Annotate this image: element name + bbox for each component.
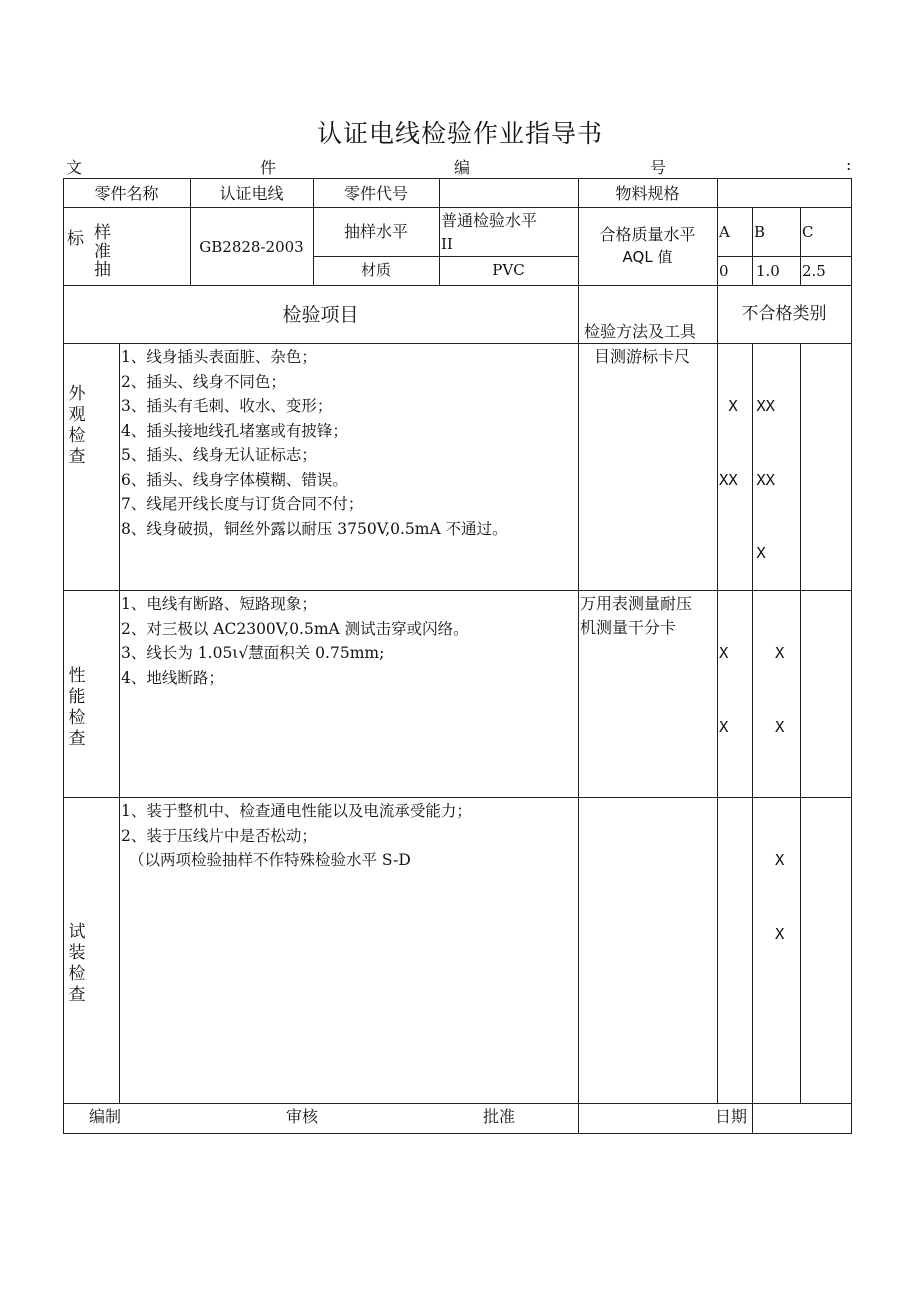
material-spec-label: 物料规格 [615,184,680,203]
defect-mark-row: X [719,851,785,869]
doc-number-char-2: 件 [260,158,277,177]
list-item: 1、线身插头表面脏、杂色； [121,348,317,366]
list-item: 2、插头、线身不同色； [121,372,286,391]
list-item: 7、线尾开线长度与订货合同不付； [121,495,364,513]
defect-mark-row: XX XX [719,470,775,489]
sampling-standard: GB2828-2003 [199,238,304,256]
list-item: 4、插头接地线孔堵塞或有披锋； [121,421,348,440]
material-label: 材质 [360,261,391,279]
doc-number-char-4: 号 [650,158,667,177]
list-item: （以两项检验抽样不作特殊检验水平 S-D [129,851,411,869]
defect-mark-row: X X [719,644,785,662]
appearance-section-label: 外观检查 [68,384,86,467]
aql-value-b: 1.0 [756,262,780,280]
defect-mark-row: X [719,924,785,943]
category-b-header: B [754,223,766,241]
standard-label-char-3: 准 [94,242,111,262]
doc-number-row [64,155,854,177]
category-a-header: A [719,223,730,241]
defect-mark-row: X [719,544,766,562]
assembly-item-list [121,799,472,873]
list-item: 1、装于整机中、检查通电性能以及电流承受能力； [121,802,472,820]
prepared-by-label: 编制 [89,1107,122,1126]
appearance-item-list [121,345,508,541]
method-header: 检验方法及工具 [584,322,697,341]
list-item: 3、插头有毛刺、收水、变形； [121,397,333,415]
list-item: 4、地线断路； [121,668,224,687]
assembly-defect-marks [719,799,784,971]
approved-by-label: 批准 [483,1107,516,1126]
appearance-defect-marks [719,345,775,590]
list-item: 2、装于压线片中是否松动； [121,826,317,845]
document-title: 认证电线检验作业指导书 [316,119,603,148]
doc-number-char-1: 文 [66,158,83,177]
sampling-level-value-2: II [441,235,453,253]
aql-label-2: AQL 值 [622,248,673,266]
part-name-value: 认证电线 [219,184,284,203]
list-item: 5、插头、线身无认证标志； [121,446,317,464]
list-item: 2、对三极以 AC2300V,0.5mA 测试击穿或闪络。 [121,619,469,638]
assembly-section-label: 试装检查 [68,922,86,1005]
list-item: 6、插头、线身字体模糊、错误。 [121,470,348,489]
category-c-header: C [802,223,814,241]
reviewed-by-label: 审核 [286,1107,319,1126]
defect-category-header: 不合格类别 [741,304,827,324]
performance-method-line-2: 机测量干分卡 [580,618,677,637]
performance-method-line-1: 万用表测量耐压 [580,594,693,613]
part-name-label: 零件名称 [94,184,159,203]
doc-number-char-5: : [846,155,852,174]
sampling-level-value-1: 普通检验水平 [441,211,538,230]
appearance-method: 目测游标卡尺 [594,347,691,366]
aql-value-a: 0 [719,262,729,280]
material-value: PVC [492,261,525,279]
list-item: 8、线身破损，铜丝外露以耐压 3750V,0.5mA 不通过。 [121,519,508,538]
aql-value-c: 2.5 [802,262,826,280]
performance-section-label: 性能检查 [68,666,86,749]
aql-label-1: 合格质量水平 [599,225,696,244]
standard-label-char-4: 抽 [94,260,111,280]
standard-label-char-2: 样 [94,223,111,243]
doc-number-char-3: 编 [454,158,471,177]
defect-mark-row: X XX [719,397,775,415]
standard-label-char-1: 标 [67,229,84,249]
performance-item-list [121,592,469,690]
sampling-level-label: 抽样水平 [343,222,408,241]
part-code-label: 零件代号 [343,184,408,203]
inspection-items-header: 检验项目 [282,304,359,326]
list-item: 1、电线有断路、短路现象； [121,595,317,613]
date-label: 日期 [715,1107,748,1126]
defect-mark-row: X X [719,717,785,736]
list-item: 3、线长为 1.05ι√慧面积关 0.75mm; [121,644,385,662]
performance-defect-marks [719,592,784,764]
